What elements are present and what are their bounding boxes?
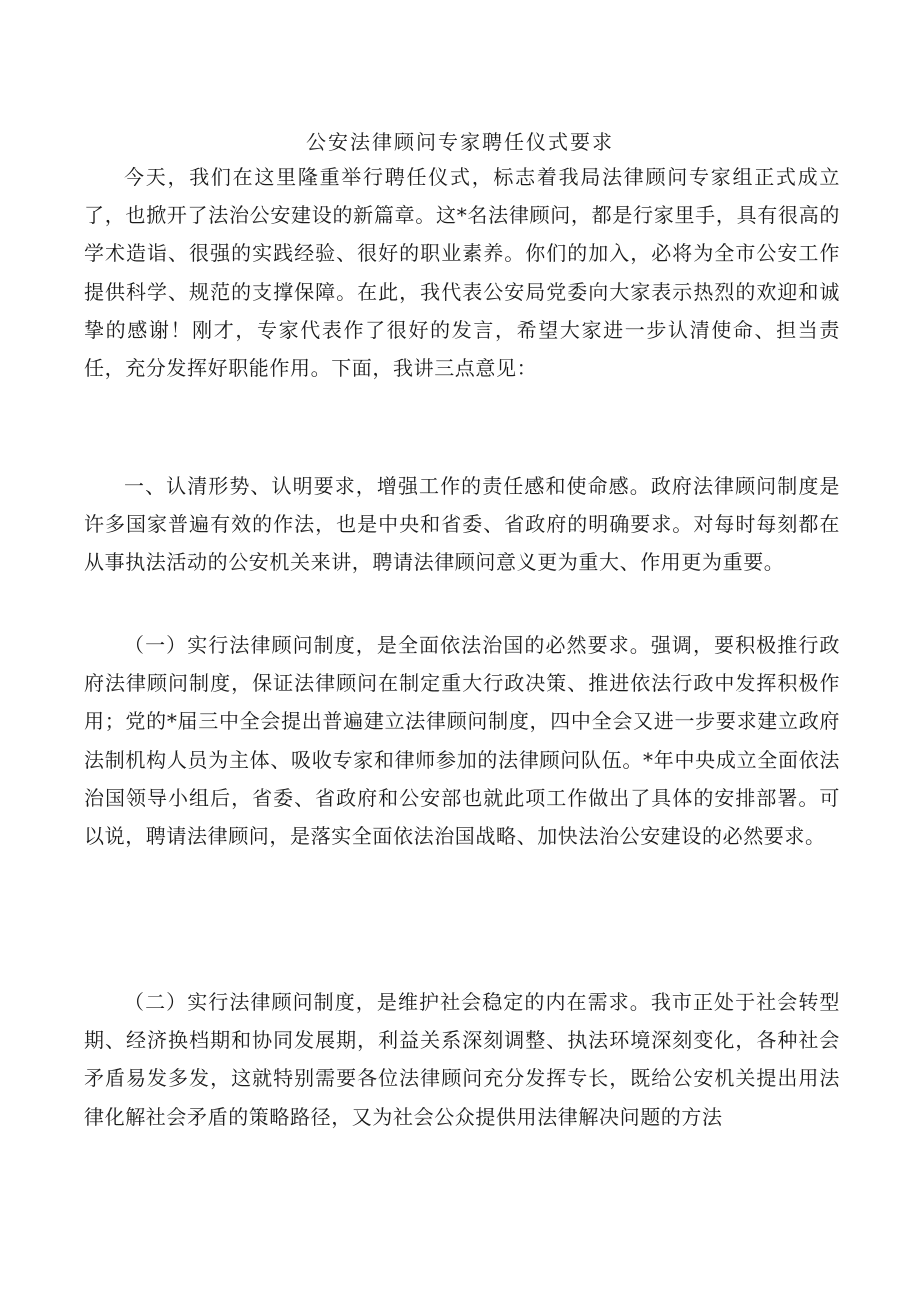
paragraph-subsection-one: （一）实行法律顾问制度，是全面依法治国的必然要求。强调，要积极推行政府法律顾问制度，保证法律顾问在制定重大行政决策、推进依法行政中发挥积极作用；党的*届三中全会提出普遍建立法律顾问制度，四中全会又进一步要求建立政府法制机构人员为主体、吸收专家和律师参加的法律顾问队伍。*年中央成立全面依法治国领导小组后，省委、省政府和公安部也就此项工作做出了具体的安排部署。可以说，聘请法律顾问，是落实全面依法治国战略、加快法治公安建设的必然要求。: [84, 633, 840, 849]
paragraph-section-one: 一、认清形势、认明要求，增强工作的责任感和使命感。政府法律顾问制度是许多国家普遍有效的作法，也是中央和省委、省政府的明确要求。对每时每刻都在从事执法活动的公安机关来讲，聘请法律顾问意义更为重大、作用更为重要。: [84, 474, 840, 575]
paragraph-intro: 今天，我们在这里隆重举行聘任仪式，标志着我局法律顾问专家组正式成立了，也掀开了法治公安建设的新篇章。这*名法律顾问，都是行家里手，具有很高的学术造诣、很强的实践经验、很好的职业素养。你们的加入，必将为全市公安工作提供科学、规范的支撑保障。在此，我代表公安局党委向大家表示热烈的欢迎和诚挚的感谢！刚才，专家代表作了很好的发言，希望大家进一步认清使命、担当责任，充分发挥好职能作用。下面，我讲三点意见：: [84, 165, 840, 381]
paragraph-subsection-two: （二）实行法律顾问制度，是维护社会稳定的内在需求。我市正处于社会转型期、经济换档期和协同发展期，利益关系深刻调整、执法环境深刻变化，各种社会矛盾易发多发，这就特别需要各位法律顾问充分发挥专长，既给公安机关提出用法律化解社会矛盾的策略路径，又为社会公众提供用法律解决问题的方法: [84, 990, 840, 1129]
document-title: 公安法律顾问专家聘任仪式要求: [306, 130, 614, 154]
